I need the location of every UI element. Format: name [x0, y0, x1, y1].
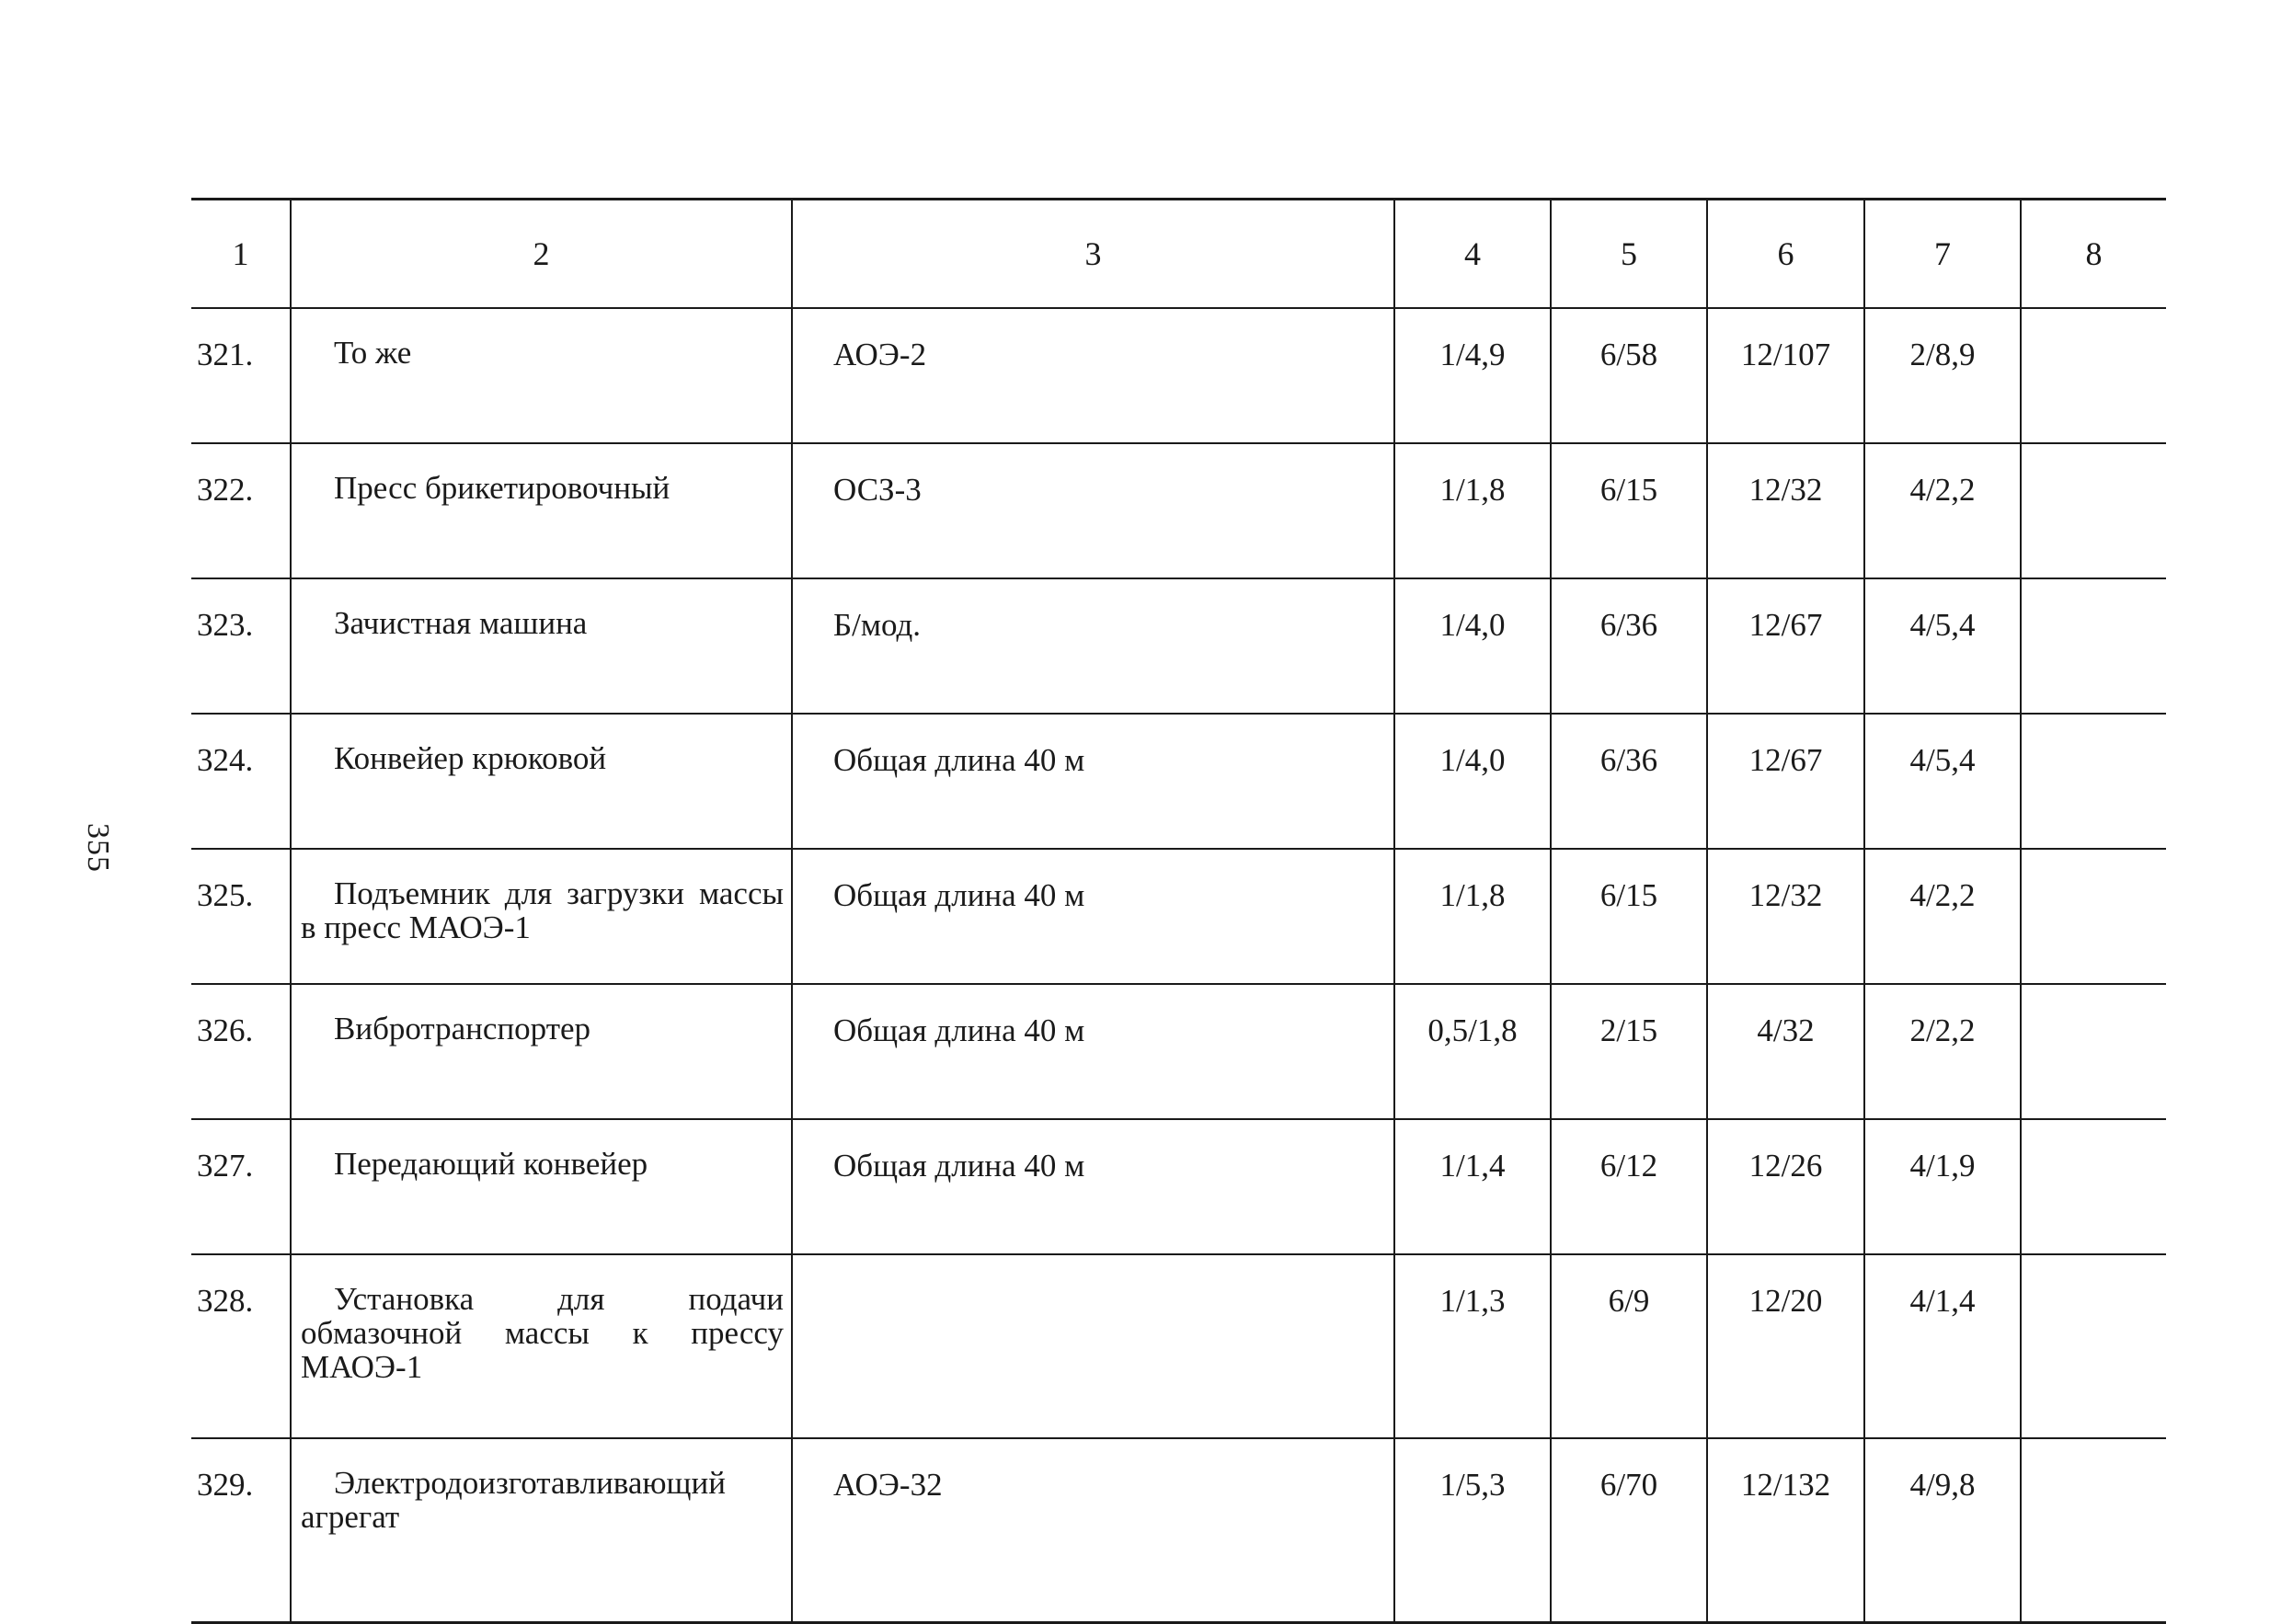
value-cell: 6/58 [1551, 308, 1707, 443]
value-cell: 1/4,0 [1394, 578, 1551, 714]
value-cell: 1/4,0 [1394, 714, 1551, 849]
value-cell: 12/107 [1707, 308, 1864, 443]
row-number: 325. [191, 849, 291, 984]
equipment-name: Электродоизготавливающий агрегат [291, 1438, 792, 1623]
value-cell [2021, 1438, 2166, 1623]
table-row [191, 984, 2166, 1119]
value-cell: 1/1,8 [1394, 443, 1551, 578]
value-cell: 12/26 [1707, 1119, 1864, 1254]
value-cell [2021, 1254, 2166, 1438]
value-cell: 6/36 [1551, 578, 1707, 714]
column-header: 7 [1864, 200, 2021, 309]
model-cell: АОЭ-32 [792, 1438, 1394, 1623]
value-cell: 4/9,8 [1864, 1438, 2021, 1623]
model-cell: АОЭ-2 [792, 308, 1394, 443]
table-row [191, 1119, 2166, 1254]
value-cell: 1/1,8 [1394, 849, 1551, 984]
value-cell: 12/67 [1707, 714, 1864, 849]
table-row [191, 849, 2166, 984]
equipment-table [191, 198, 2166, 1624]
value-cell [2021, 849, 2166, 984]
value-cell: 12/32 [1707, 849, 1864, 984]
row-number: 324. [191, 714, 291, 849]
column-header: 5 [1551, 200, 1707, 309]
value-cell: 4/5,4 [1864, 578, 2021, 714]
row-number: 327. [191, 1119, 291, 1254]
value-cell: 1/1,3 [1394, 1254, 1551, 1438]
row-number: 328. [191, 1254, 291, 1438]
value-cell: 6/9 [1551, 1254, 1707, 1438]
model-cell: Общая длина 40 м [792, 714, 1394, 849]
value-cell: 1/4,9 [1394, 308, 1551, 443]
equipment-name: То же [291, 308, 792, 443]
value-cell [2021, 984, 2166, 1119]
value-cell: 4/2,2 [1864, 443, 2021, 578]
model-cell: Общая длина 40 м [792, 984, 1394, 1119]
value-cell: 0,5/1,8 [1394, 984, 1551, 1119]
value-cell: 12/32 [1707, 443, 1864, 578]
value-cell: 1/1,4 [1394, 1119, 1551, 1254]
value-cell: 1/5,3 [1394, 1438, 1551, 1623]
value-cell: 4/1,9 [1864, 1119, 2021, 1254]
table-row [191, 714, 2166, 849]
column-header: 8 [2021, 200, 2166, 309]
equipment-name: Пресс брикетировочный [291, 443, 792, 578]
equipment-name: Передающий конвейер [291, 1119, 792, 1254]
column-header: 1 [191, 200, 291, 309]
model-cell: Общая длина 40 м [792, 1119, 1394, 1254]
column-header: 6 [1707, 200, 1864, 309]
header-row [191, 200, 2166, 309]
model-cell: Общая длина 40 м [792, 849, 1394, 984]
value-cell: 4/2,2 [1864, 849, 2021, 984]
model-cell: ОСЗ-3 [792, 443, 1394, 578]
value-cell [2021, 1119, 2166, 1254]
page-number: 355 [81, 823, 115, 873]
value-cell: 2/15 [1551, 984, 1707, 1119]
row-number: 326. [191, 984, 291, 1119]
value-cell: 4/5,4 [1864, 714, 2021, 849]
column-header: 4 [1394, 200, 1551, 309]
value-cell: 2/8,9 [1864, 308, 2021, 443]
model-cell [792, 1254, 1394, 1438]
table-row [191, 308, 2166, 443]
value-cell: 6/36 [1551, 714, 1707, 849]
equipment-name: Подъемник для загрузки массы в пресс МАОЭ-1 [291, 849, 792, 984]
equipment-name: Конвейер крюковой [291, 714, 792, 849]
value-cell [2021, 714, 2166, 849]
column-header: 3 [792, 200, 1394, 309]
value-cell: 2/2,2 [1864, 984, 2021, 1119]
value-cell: 6/70 [1551, 1438, 1707, 1623]
table-row [191, 443, 2166, 578]
value-cell: 6/12 [1551, 1119, 1707, 1254]
value-cell [2021, 578, 2166, 714]
row-number: 323. [191, 578, 291, 714]
value-cell: 12/132 [1707, 1438, 1864, 1623]
row-number: 321. [191, 308, 291, 443]
equipment-name: Зачистная машина [291, 578, 792, 714]
row-number: 322. [191, 443, 291, 578]
table-row [191, 1254, 2166, 1438]
row-number: 329. [191, 1438, 291, 1623]
value-cell: 4/1,4 [1864, 1254, 2021, 1438]
table-row [191, 578, 2166, 714]
value-cell: 4/32 [1707, 984, 1864, 1119]
column-header: 2 [291, 200, 792, 309]
value-cell: 6/15 [1551, 849, 1707, 984]
model-cell: Б/мод. [792, 578, 1394, 714]
equipment-name: Вибротранспортер [291, 984, 792, 1119]
value-cell: 12/67 [1707, 578, 1864, 714]
table-row [191, 1438, 2166, 1623]
equipment-name: Установка для подачи обмазочной массы к прессу МАОЭ-1 [291, 1254, 792, 1438]
value-cell: 12/20 [1707, 1254, 1864, 1438]
value-cell [2021, 443, 2166, 578]
value-cell: 6/15 [1551, 443, 1707, 578]
value-cell [2021, 308, 2166, 443]
